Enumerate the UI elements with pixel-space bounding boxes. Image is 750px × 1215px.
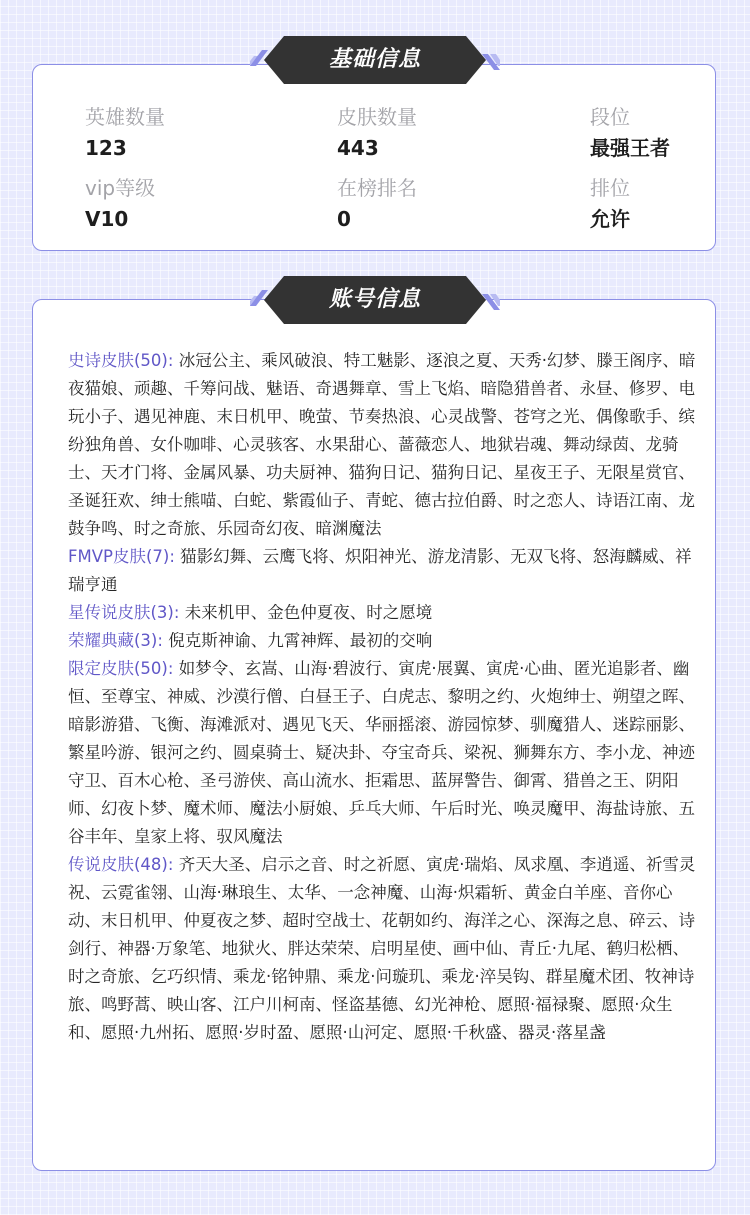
skin-category-label: 传说皮肤(48):: [68, 855, 174, 874]
skin-group-legend: [68, 851, 696, 1047]
skin-items: 如梦令、玄嵩、山海·碧波行、寅虎·展翼、寅虎·心曲、匿光追影者、幽恒、至尊宝、神威、沙漠行僧、白昼王子、白虎志、黎明之约、火炮绅士、朔望之晖、暗影游猎、飞衡、海滩派对、遇见飞天、华丽摇滚、游园惊梦、驯魔猎人、迷踪丽影、繁星吟游、银河之约、圆桌骑士、疑决卦、夺宝奇兵、梁祝、狮舞东方、李小龙、神迹守卫、百木心枪、圣弓游侠、高山流水、拒霜思、蓝屏警告、御霄、猎兽之王、阴阳师、幻夜卜梦、魔术师、魔法小厨娘、乒乓大师、午后时光、唤灵魔甲、海盐诗旅、五谷丰年、皇家上将、驭风魔法: [68, 659, 695, 846]
stat-value: 允许: [590, 207, 630, 231]
skin-items: 猫影幻舞、云鹰飞将、炽阳神光、游龙清影、无双飞将、怒海麟威、祥瑞亨通: [68, 547, 692, 594]
basic-info-title: 基础信息: [328, 47, 421, 72]
skin-category-label: 限定皮肤(50):: [68, 659, 174, 678]
stat-skin-count: [337, 103, 537, 162]
skin-items: 冰冠公主、乘风破浪、特工魅影、逐浪之夏、天秀·幻梦、滕王阁序、暗夜猫娘、顽趣、千筹问战、魅语、奇遇舞章、雪上飞焰、暗隐猎兽者、永昼、修罗、电玩小子、遇见神鹿、末日机甲、晚萤、节奏热浪、心灵战警、苍穹之光、偶像歌手、缤纷独角兽、女仆咖啡、心灵骇客、水果甜心、蔷薇恋人、地狱岩魂、舞动绿茵、龙骑士、天才门将、金属风暴、功夫厨神、猫狗日记、猫狗日记、星夜王子、无限星赏官、圣诞狂欢、绅士熊喵、白蛇、紫霞仙子、青蛇、德古拉伯爵、时之恋人、诗语江南、龙鼓争鸣、时之奇旅、乐园奇幻夜、暗渊魔法: [68, 351, 696, 538]
basic-info-title-badge: [250, 36, 500, 84]
stat-rank-tier: [590, 103, 750, 162]
stat-label: 段位: [590, 105, 630, 129]
stat-label: 在榜排名: [337, 176, 417, 200]
stat-hero-count: [85, 103, 285, 162]
skin-group-epic: [68, 347, 696, 543]
stat-vip-level: [85, 174, 285, 233]
stat-value: 123: [85, 136, 127, 160]
skin-items: 齐天大圣、启示之音、时之祈愿、寅虎·瑞焰、凤求凰、李逍遥、祈雪灵祝、云霓雀翎、山海·琳琅生、太华、一念神魔、山海·炽霜斩、黄金白羊座、音你心动、末日机甲、仲夏夜之梦、超时空战士、花朝如约、海洋之心、深海之息、碎云、诗剑行、神器·万象笔、地狱火、胖达荣荣、启明星使、画中仙、青丘·九尾、鹤归松栖、时之奇旅、乞巧织情、乘龙·铭钟鼎、乘龙·问璇玑、乘龙·淬吴钩、群星魔术团、牧神诗旅、鸣野蒿、映山客、江户川柯南、怪盗基德、幻光神枪、愿照·福禄聚、愿照·众生和、愿照·九州拓、愿照·岁时盈、愿照·山河定、愿照·千秋盛、器灵·落星盏: [68, 855, 696, 1042]
skin-group-star-legend: [68, 599, 696, 627]
account-info-title-badge: [250, 276, 500, 324]
stat-label: 皮肤数量: [337, 105, 417, 129]
skin-list: [68, 347, 696, 1047]
account-info-card: [32, 299, 716, 1171]
skin-items: 倪克斯神谕、九霄神辉、最初的交响: [168, 631, 433, 650]
basic-info-card: [32, 64, 716, 251]
skin-category-label: 星传说皮肤(3):: [68, 603, 180, 622]
stat-value: 443: [337, 136, 379, 160]
stat-ranked-allowed: [590, 174, 750, 233]
account-info-title: 账号信息: [328, 287, 421, 312]
stat-leaderboard-rank: [337, 174, 537, 233]
skin-group-glory-collection: [68, 627, 696, 655]
skin-items: 未来机甲、金色仲夏夜、时之愿境: [184, 603, 433, 622]
skin-category-label: FMVP皮肤(7):: [68, 547, 175, 566]
stat-label: 英雄数量: [85, 105, 165, 129]
stat-value: V10: [85, 207, 129, 231]
skin-group-limited: [68, 655, 696, 851]
stat-label: 排位: [590, 176, 630, 200]
skin-category-label: 荣耀典藏(3):: [68, 631, 163, 650]
stat-label: vip等级: [85, 176, 156, 200]
stat-value: 最强王者: [590, 136, 670, 160]
stat-value: 0: [337, 207, 351, 231]
skin-group-fmvp: [68, 543, 696, 599]
skin-category-label: 史诗皮肤(50):: [68, 351, 174, 370]
